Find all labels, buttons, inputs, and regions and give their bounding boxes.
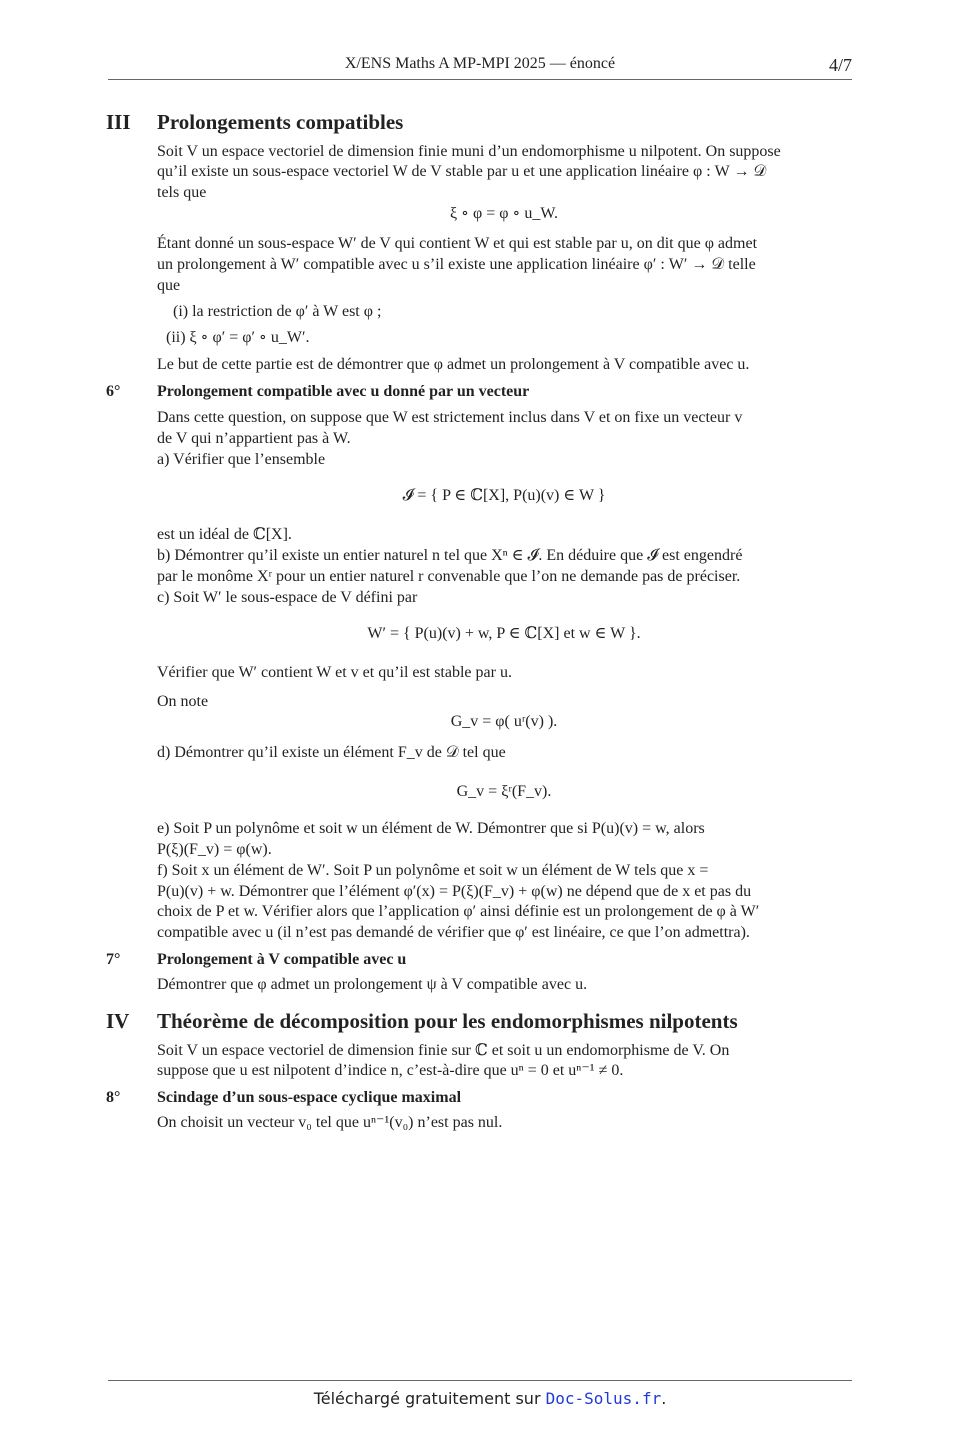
header-page-number: 4/7 (828, 55, 852, 75)
footer-rule (108, 1380, 852, 1381)
paragraph-line: compatible avec u (il n’est pas demandé de vérifier que φ′ est linéaire, ce que l’on admettra). (157, 924, 750, 941)
paragraph-line: Étant donné un sous-espace W′ de V qui contient W et qui est stable par u, on dit que φ admet (157, 235, 758, 252)
question-number: 8° (106, 1089, 121, 1106)
question-number: 7° (106, 951, 121, 968)
paragraph-line: Soit V un espace vectoriel de dimension finie muni d’un endomorphisme u nilpotent. On suppose (157, 143, 781, 160)
subquestion-e: e) Soit P un polynôme et soit w un élément de W. Démontrer que si P(u)(v) = w, alors (157, 820, 705, 837)
subquestion-d: d) Démontrer qu’il existe un élément F_v de 𝒟 tel que (157, 744, 506, 761)
paragraph-line: P(ξ)(F_v) = φ(w). (157, 841, 272, 858)
list-item: (i) la restriction de φ′ à W est φ ; (173, 303, 382, 320)
subquestion-a: a) Vérifier que l’ensemble (157, 451, 326, 468)
header-title: X/ENS Maths A MP-MPI 2025 — énoncé (344, 55, 616, 72)
doc-solus-link[interactable]: Doc-Solus.fr (545, 1389, 662, 1408)
paragraph-line: est un idéal de ℂ[X]. (157, 526, 292, 543)
paragraph-line: Le but de cette partie est de démontrer que φ admet un prolongement à V compatible avec u. (157, 356, 750, 373)
paragraph-line: par le monôme Xʳ pour un entier naturel r convenable que l’on ne demande pas de préciser. (157, 568, 741, 585)
page-header (108, 55, 852, 80)
paragraph-line: Démontrer que φ admet un prolongement ψ à V compatible avec u. (157, 976, 588, 993)
question-number: 6° (106, 383, 121, 400)
paragraph-line: On choisit un vecteur v₀ tel que uⁿ⁻¹(v₀) n’est pas nul. (157, 1114, 503, 1131)
paragraph-line: Soit V un espace vectoriel de dimension finie sur ℂ et soit u un endomorphisme de V. On (157, 1042, 730, 1059)
page-footer (0, 1389, 980, 1408)
subquestion-f: f) Soit x un élément de W′. Soit P un polynôme et soit w un élément de W tels que x = (157, 862, 709, 879)
paragraph-line: de V qui n’appartient pas à W. (157, 430, 351, 447)
question-title: Prolongement compatible avec u donné par un vecteur (157, 383, 530, 400)
paragraph-line: Dans cette question, on suppose que W est strictement inclus dans V et on fixe un vecteur v (157, 409, 743, 426)
subquestion-b: b) Démontrer qu’il existe un entier naturel n tel que Xⁿ ∈ 𝓘. En déduire que 𝓘 est engendré (157, 547, 743, 564)
equation: G_v = φ( uʳ(v) ). (450, 713, 558, 730)
paragraph-line: qu’il existe un sous-espace vectoriel W de V stable par u et une application linéaire φ : W → 𝒟 (157, 163, 767, 180)
equation: G_v = ξʳ(F_v). (456, 783, 552, 800)
footer-suffix: . (661, 1389, 667, 1408)
equation: ξ ∘ φ = φ ∘ u_W. (450, 205, 558, 222)
paragraph-line: On note (157, 693, 209, 710)
paragraph-line: un prolongement à W′ compatible avec u s’il existe une application linéaire φ′ : W′ → 𝒟 telle (157, 256, 756, 273)
paragraph-line: choix de P et w. Vérifier alors que l’application φ′ ainsi définie est un prolongement de φ à W′ (157, 903, 760, 920)
paragraph-line: suppose que u est nilpotent d’indice n, c’est-à-dire que uⁿ = 0 et uⁿ⁻¹ ≠ 0. (157, 1062, 624, 1079)
paragraph-line: P(u)(v) + w. Démontrer que l’élément φ′(x) = P(ξ)(F_v) + φ(w) ne dépend que de x et pas du (157, 883, 752, 900)
section-number: IV (106, 1009, 130, 1033)
section-title: Prolongements compatibles (157, 110, 404, 134)
footer-prefix: Téléchargé gratuitement sur (313, 1389, 541, 1408)
list-item: (ii) ξ ∘ φ′ = φ′ ∘ u_W′. (166, 329, 310, 346)
section-number: III (106, 110, 131, 134)
section-title: Théorème de décomposition pour les endomorphismes nilpotents (157, 1009, 738, 1033)
equation: W′ = { P(u)(v) + w, P ∈ ℂ[X] et w ∈ W }. (367, 625, 641, 642)
question-title: Scindage d’un sous-espace cyclique maximal (157, 1089, 462, 1106)
question-title: Prolongement à V compatible avec u (157, 951, 407, 968)
paragraph-line: Vérifier que W′ contient W et v et qu’il est stable par u. (157, 664, 512, 681)
equation: 𝓘 = { P ∈ ℂ[X], P(u)(v) ∈ W } (402, 487, 606, 504)
paragraph-line: tels que (157, 184, 207, 201)
paragraph-line: que (157, 277, 181, 294)
subquestion-c: c) Soit W′ le sous-espace de V défini par (157, 589, 418, 606)
